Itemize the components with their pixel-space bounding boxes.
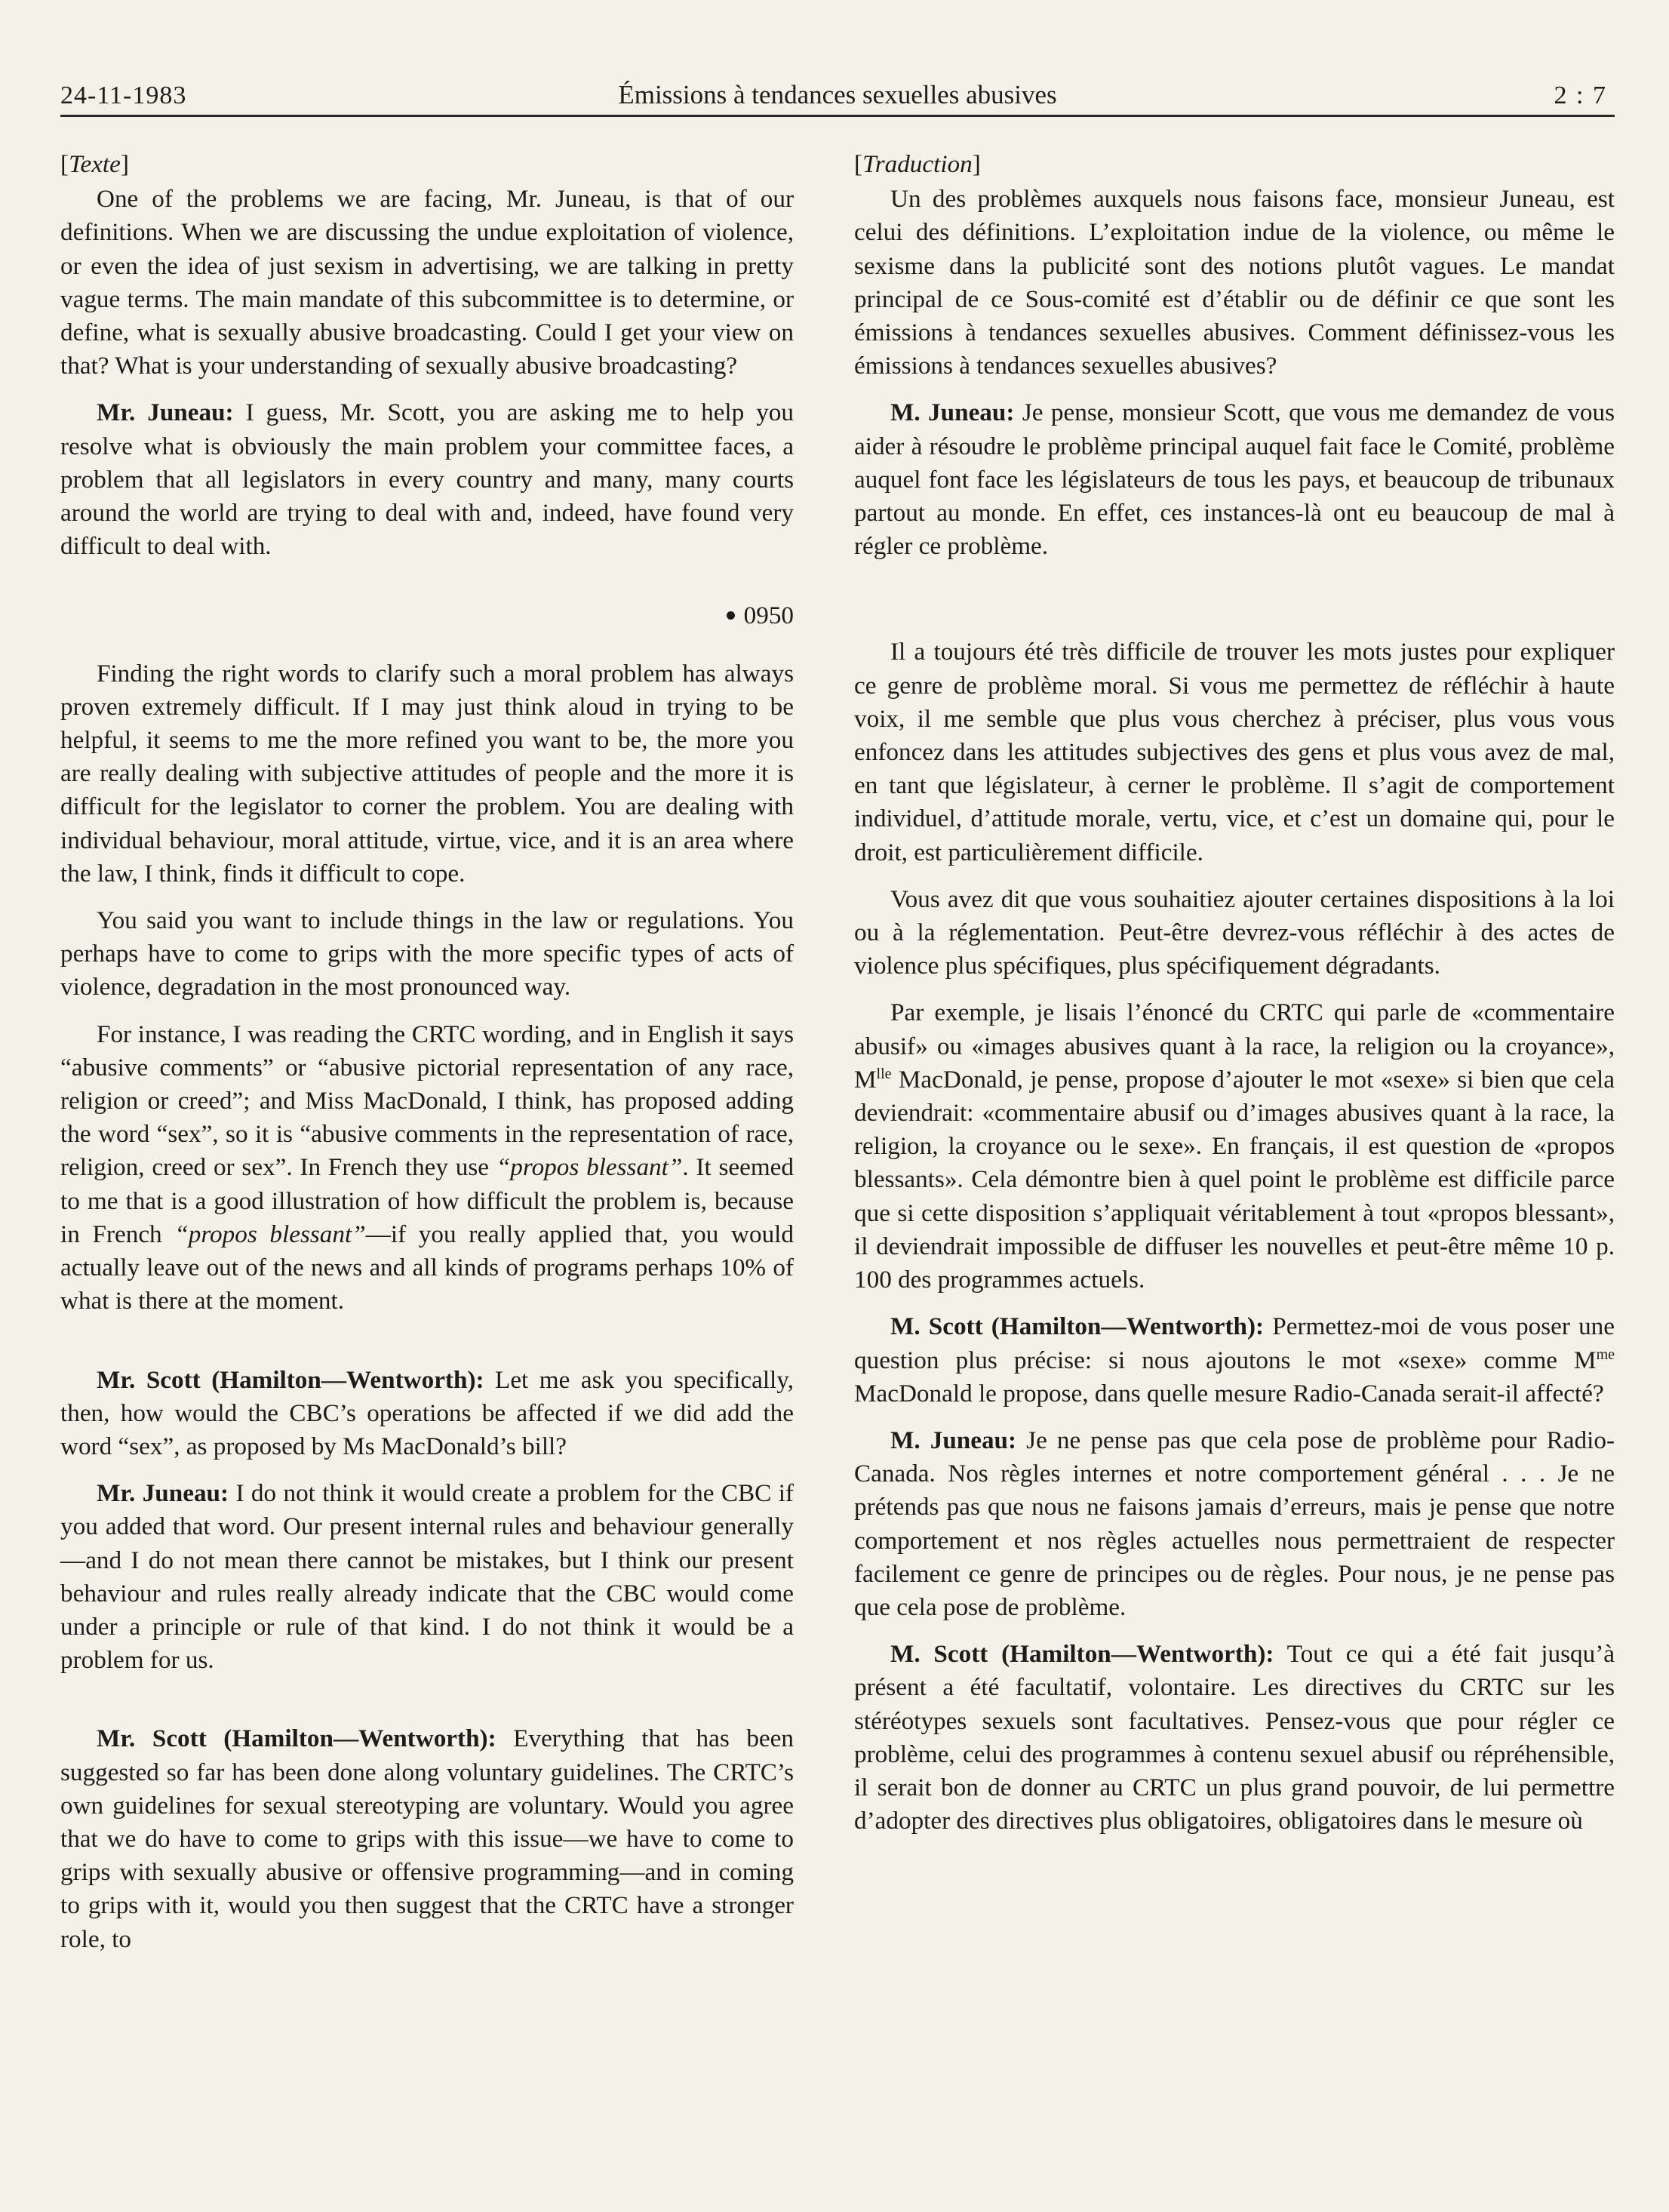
paragraph: Mr. Juneau: I do not think it would create a problem for the CBC if you added that word. Our present internal rules and behaviour generally—and I do not mean there cannot be mistakes, but I think our present behaviour and rules really already indicate that the CBC would come under a principle or rule of that kind. I do not think it would be a problem for us. xyxy=(60,1479,794,1675)
section-label-texte: [Texte] xyxy=(60,150,129,178)
speaker-name: Mr. Scott (Hamilton—Wentworth): xyxy=(97,1724,496,1753)
paragraph: Mr. Juneau: I guess, Mr. Scott, you are asking me to help you resolve what is obviously the main problem your committee faces, a problem that all legislators in every country and many, many courts around the world are trying to deal with and, indeed, have found very difficult to deal with. xyxy=(60,398,794,561)
speaker-name: M. Scott (Hamilton—Wentworth): xyxy=(890,1640,1274,1669)
speaker-name: M. Juneau: xyxy=(890,398,1015,427)
speaker-name: M. Juneau: xyxy=(890,1426,1017,1454)
paragraph: M. Juneau: Je ne pense pas que cela pose de problème pour Radio-Canada. Nos règles internes et notre comportement général . . . Je ne prétends pas que nous ne faisons jamais d’erreurs, mais je pense que notre comportement et nos règles actuelles nous permettraient de respecter facilement ce genre de principes ou de règles. Pour nous, je ne pense pas que cela pose de problème. xyxy=(854,1426,1615,1621)
paragraph: Un des problèmes auxquels nous faisons face, monsieur Juneau, est celui des définitions. L’exploitation indue de la violence, ou même le sexisme dans la publicité sont des notions plutôt vagues. Le mandat principal de ce Sous-comité est d’établir ou de définir ce que sont les émissions à tendances sexuelles abusives. Comment définissez-vous les émissions à tendances sexuelles abusives? xyxy=(854,185,1615,380)
paragraph: M. Scott (Hamilton—Wentworth): Permettez-moi de vous poser une question plus précise: si nous ajoutons le mot «sexe» comme $M^{me}$ MacDonald le propose, dans quelle mesure Radio-Canada serait-il affecté? xyxy=(854,1312,1615,1407)
paragraph: M. Juneau: Je pense, monsieur Scott, que vous me demandez de vous aider à résoudre le problème principal auquel fait face le Comité, problème auquel font face les législateurs de tous les pays, et beaucoup de tribunaux partout au monde. En effet, ces instances-là ont eu beaucoup de mal à régler ce problème. xyxy=(854,398,1615,561)
paragraph: Il a toujours été très difficile de trouver les mots justes pour expliquer ce genre de problème moral. Si vous me permettez de réfléchir à haute voix, il me semble que plus vous cherchez à préciser, plus vous vous enfoncez dans les attitudes subjectives des gens et plus vous avez de mal, en tant que législateur, à cerner le problème. Il s’agit de comportement individuel, d’attitude morale, vertu, vice, et c’est un domaine qui, pour le droit, est particulièrement difficile. xyxy=(854,638,1615,866)
speaker-name: Mr. Juneau: xyxy=(97,1479,229,1508)
paragraph: For instance, I was reading the CRTC wording, and in English it says “abusive comments” or “abusive pictorial representation of any race, religion or creed”; and Miss MacDonald, I think, has proposed adding the word “sex”, so it is “abusive comments in the representation of race, religion, creed or sex”. In French they use “propos blessant”. It seemed to me that is a good illustration of how difficult the problem is, because in French “propos blessant”—if you really applied that, you would actually leave out of the news and all kinds of programs perhaps 10% of what is there at the moment. xyxy=(60,1020,795,1315)
page-header xyxy=(60,69,1615,117)
paragraph: M. Scott (Hamilton—Wentworth): Tout ce qui a été fait jusqu’à présent a été facultatif, volontaire. Les directives du CRTC sur les stéréotypes sexuels sont facultatives. Pensez-vous que pour régler ce problème, celui des programmes à contenu sexuel abusif ou répréhensible, il serait bon de donner au CRTC un plus grand pouvoir, de lui permettre d’adopter des directives plus obligatoires, obligatoires dans le mesure où xyxy=(854,1640,1615,1835)
paragraph: One of the problems we are facing, Mr. Juneau, is that of our definitions. When we are discussing the undue exploitation of violence, or even the idea of just sexism in advertising, we are talking in pretty vague terms. The main mandate of this subcommittee is to determine, or define, what is sexually abusive broadcasting. Could I get your view on that? What is your understanding of sexually abusive broadcasting? xyxy=(60,185,794,380)
paragraph: Mr. Scott (Hamilton—Wentworth): Everything that has been suggested so far has been done along voluntary guidelines. The CRTC’s own guidelines for sexual stereotyping are voluntary. Would you agree that we do have to come to grips with this issue—we have to come to grips with sexually abusive or offensive programming—and in coming to grips with it, would you then suggest that the CRTC have a stronger role, to xyxy=(60,1724,794,1953)
header-title: Émissions à tendances sexuelles abusives xyxy=(618,80,1057,109)
paragraph: Finding the right words to clarify such a moral problem has always proven extremely difficult. If I may just think aloud in trying to be helpful, it seems to me the more refined you want to be, the more you are really dealing with subjective attitudes of people and the more it is difficult for the legislator to corner the problem. You are dealing with individual behaviour, moral attitude, virtue, vice, and it is an area where the law, I think, finds it difficult to cope. xyxy=(60,659,794,888)
speaker-name: Mr. Juneau: xyxy=(97,398,234,427)
timestamp: 0950 xyxy=(60,599,794,632)
section-label-traduction: [Traduction] xyxy=(854,150,981,178)
english-column xyxy=(60,148,794,1970)
paragraph: Vous avez dit que vous souhaitiez ajouter certaines dispositions à la loi ou à la réglementation. Peut-être devrez-vous réfléchir à des actes de violence plus spécifiques, plus spécifiquement dégradants. xyxy=(854,884,1615,980)
paragraph: You said you want to include things in the law or regulations. You perhaps have to come to grips with the more specific types of acts of violence, degradation in the most pronounced way. xyxy=(60,906,794,1001)
bullet-icon xyxy=(727,611,735,620)
header-page-number: 2 : 7 xyxy=(1554,82,1607,109)
header-date: 24-11-1983 xyxy=(60,82,187,109)
french-column xyxy=(854,148,1615,1851)
paragraph: Par exemple, je lisais l’énoncé du CRTC qui parle de «commentaire abusif» ou «images abusives quant à la race, la religion ou la croyance», $M^{lle}$ MacDonald, je pense, propose d’ajouter le mot «sexe» si bien que cela deviendrait: «commentaire abusif ou d’images abusives quant à la race, la religion, la croyance ou le sexe». En français, il est question de «propos blessants». Cela démontre bien à quel point le problème est difficile parce que si cette disposition s’appliquait véritablement à tout «propos blessant», il deviendrait impossible de diffuser les nouvelles et peut-être même 10 p. 100 des programmes actuels. xyxy=(854,998,1615,1294)
speaker-name: Mr. Scott (Hamilton—Wentworth): xyxy=(97,1365,484,1394)
speaker-name: M. Scott (Hamilton—Wentworth): xyxy=(890,1312,1265,1341)
paragraph: Mr. Scott (Hamilton—Wentworth): Let me ask you specifically, then, how would the CBC’s operations be affected if we did add the word “sex”, as proposed by Ms MacDonald’s bill? xyxy=(60,1365,794,1460)
